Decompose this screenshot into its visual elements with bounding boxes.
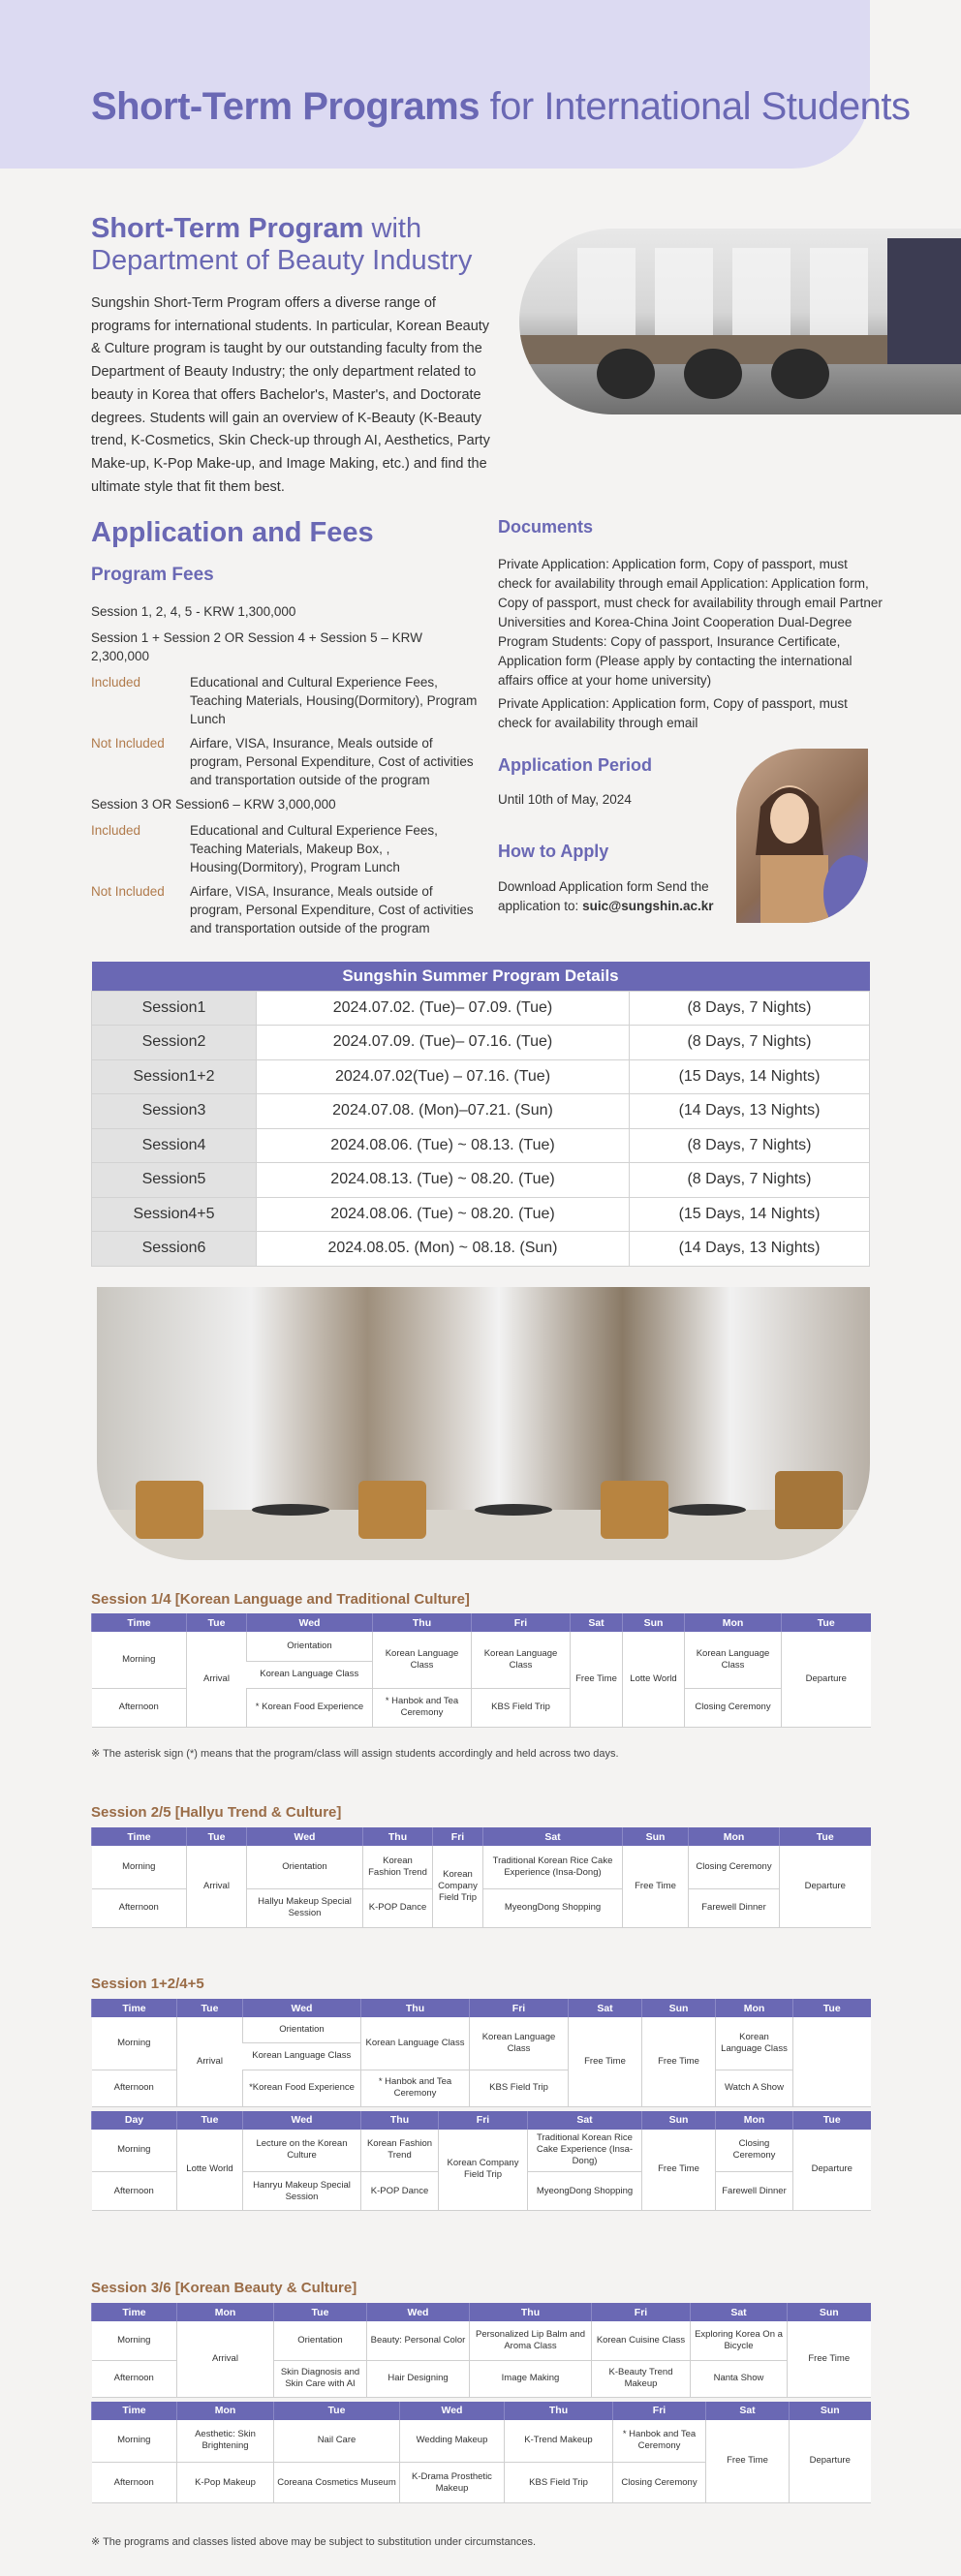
not-included-tag: Not Included [91, 884, 165, 899]
schedule-cell: Nail Care [274, 2420, 400, 2463]
session-cell: Session4 [92, 1128, 257, 1163]
salon-photo [519, 229, 961, 414]
duration-cell: (8 Days, 7 Nights) [630, 991, 870, 1026]
schedule-cell: K-POP Dance [363, 1888, 433, 1927]
column-header: Thu [470, 2303, 592, 2321]
apply-email-link[interactable]: suic@sungshin.ac.kr [582, 899, 714, 913]
schedule-cell: Korean Language Class [247, 1661, 373, 1688]
column-header: Time [92, 2303, 177, 2321]
duration-cell: (15 Days, 14 Nights) [630, 1197, 870, 1232]
column-header: Wed [243, 2111, 361, 2130]
table-row [92, 1632, 871, 1661]
not-included-row [91, 734, 479, 789]
apply-instruction: Download Application form Send the application to: [498, 879, 709, 913]
time-cell: Morning [92, 1846, 187, 1888]
column-header: Wed [243, 1999, 361, 2017]
session-36-table [91, 2303, 870, 2503]
session-25-heading: Session 2/5 [Hallyu Trend & Culture] [91, 1804, 342, 1821]
table-row [92, 1128, 870, 1163]
schedule-cell: Lecture on the Korean Culture [243, 2130, 361, 2172]
schedule-cell: KBS Field Trip [472, 1688, 571, 1727]
dates-cell: 2024.08.13. (Tue) ~ 08.20. (Tue) [257, 1163, 630, 1198]
column-header: Tue [177, 1999, 243, 2017]
schedule-cell: Arrival [187, 1632, 247, 1727]
duration-cell: (8 Days, 7 Nights) [630, 1163, 870, 1198]
hero-banner [0, 0, 870, 169]
table-row [92, 1163, 870, 1198]
session-cell: Session1+2 [92, 1059, 257, 1094]
table-row [92, 1846, 871, 1888]
schedule-cell: Beauty: Personal Color [367, 2321, 470, 2360]
column-header: Tue [782, 1613, 871, 1632]
column-header: Time [92, 1613, 187, 1632]
session-14-heading: Session 1/4 [Korean Language and Traditional Culture] [91, 1591, 470, 1608]
substitution-note: ※ The programs and classes listed above may be subject to substitution under circumstances. [91, 2536, 537, 2548]
column-header: Time [92, 2402, 177, 2420]
not-included-tag: Not Included [91, 736, 165, 751]
schedule-cell: K-Drama Prosthetic Makeup [400, 2463, 505, 2503]
schedule-cell: Korean Company Field Trip [439, 2130, 528, 2211]
schedule-cell: Korean Language Class [361, 2017, 470, 2070]
time-cell: Morning [92, 1632, 187, 1688]
column-header: Day [92, 2111, 177, 2130]
intro-paragraph: Sungshin Short-Term Program offers a diverse range of programs for international students. In particular, Korean Beauty & Culture program is taught by our outstanding faculty from the Department of Beauty Industry; the only department related to beauty in Korea that offers Bachelor's, Master's, and Doctorate degrees. Students will gain an overview of K-Beauty (K-Beauty trend, K-Cosmetics, Skin Check-up through AI, Aesthetics, Party Make-up, K-Pop Make-up, and Image Making, etc.) and find the ultimate style that fit them best. [91, 295, 490, 495]
schedule-cell: Departure [793, 2130, 871, 2211]
session-cell: Session5 [92, 1163, 257, 1198]
schedule-cell: Korean Language Class [470, 2017, 569, 2070]
makeup-illustration [736, 749, 868, 923]
schedule-cell: Free Time [569, 2017, 642, 2106]
column-header: Sun [623, 1827, 689, 1846]
schedule-cell: Korean Company Field Trip [433, 1846, 483, 1927]
time-cell: Afternoon [92, 1688, 187, 1727]
time-cell: Morning [92, 2017, 177, 2070]
intro-heading-bold: Short-Term Program [91, 213, 364, 244]
column-header: Thu [373, 1613, 472, 1632]
column-header: Wed [367, 2303, 470, 2321]
documents-text [498, 555, 884, 737]
column-header: Time [92, 1827, 187, 1846]
makeup-photo [736, 749, 868, 923]
schedule-cell: Orientation [243, 2017, 361, 2042]
intro-heading-rest: with Department of Beauty Industry [91, 213, 473, 276]
schedule-cell: Free Time [642, 2017, 716, 2106]
time-cell: Afternoon [92, 2463, 177, 2503]
schedule-cell: Orientation [274, 2321, 367, 2360]
table-row [92, 2321, 871, 2360]
included-text: Educational and Cultural Experience Fees, Teaching Materials, Makeup Box, , Housing(Dormitory), Program Lunch [190, 823, 438, 874]
schedule-cell: MyeongDong Shopping [483, 1888, 623, 1927]
dates-cell: 2024.07.09. (Tue)– 07.16. (Tue) [257, 1026, 630, 1060]
schedule-cell: Korean Language Class [243, 2042, 361, 2070]
time-cell: Afternoon [92, 2360, 177, 2397]
schedule-cell: K-Beauty Trend Makeup [592, 2360, 691, 2397]
schedule-cell: * Korean Food Experience [247, 1688, 373, 1727]
schedule-cell: * Hanbok and Tea Ceremony [373, 1688, 472, 1727]
column-header: Mon [716, 1999, 793, 2017]
schedule-cell: Closing Ceremony [613, 2463, 706, 2503]
schedule-cell: Korean Fashion Trend [363, 1846, 433, 1888]
table-header-row [92, 1827, 871, 1846]
column-header: Fri [439, 2111, 528, 2130]
column-header: Time [92, 1999, 177, 2017]
session-cell: Session6 [92, 1232, 257, 1267]
schedule-cell: Arrival [187, 1846, 247, 1927]
column-header: Sat [691, 2303, 788, 2321]
column-header: Sat [571, 1613, 623, 1632]
column-header: Sun [790, 2402, 871, 2420]
column-header: Thu [505, 2402, 613, 2420]
schedule-cell: Exploring Korea On a Bicycle [691, 2321, 788, 2360]
schedule-cell: Free Time [788, 2321, 871, 2397]
schedule-cell: K-POP Dance [361, 2172, 439, 2211]
column-header: Sun [642, 1999, 716, 2017]
page-title-rest: for International Students [479, 85, 911, 128]
program-fees-heading: Program Fees [91, 565, 214, 585]
schedule-cell: Korean Language Class [472, 1632, 571, 1688]
dates-cell: 2024.08.06. (Tue) ~ 08.20. (Tue) [257, 1197, 630, 1232]
duration-cell: (14 Days, 13 Nights) [630, 1232, 870, 1267]
table-header-row [92, 2303, 871, 2321]
schedule-cell: Coreana Cosmetics Museum [274, 2463, 400, 2503]
table-row [92, 2420, 871, 2463]
duration-cell: (14 Days, 13 Nights) [630, 1094, 870, 1129]
schedule-cell: Korean Fashion Trend [361, 2130, 439, 2172]
schedule-cell: Arrival [177, 2321, 274, 2397]
schedule-cell: Free Time [642, 2130, 716, 2211]
table-row [92, 1232, 870, 1267]
schedule-cell: Hanryu Makeup Special Session [243, 2172, 361, 2211]
table-row [92, 1197, 870, 1232]
schedule-cell: Departure [782, 1632, 871, 1727]
session-cell: Session4+5 [92, 1197, 257, 1232]
schedule-cell: Hair Designing [367, 2360, 470, 2397]
schedule-cell: Orientation [247, 1632, 373, 1661]
schedule-cell: Image Making [470, 2360, 592, 2397]
schedule-cell: KBS Field Trip [505, 2463, 613, 2503]
summer-program-title: Sungshin Summer Program Details [92, 962, 870, 991]
column-header: Fri [472, 1613, 571, 1632]
column-header: Tue [187, 1827, 247, 1846]
included-tag: Included [91, 675, 141, 690]
dates-cell: 2024.08.06. (Tue) ~ 08.13. (Tue) [257, 1128, 630, 1163]
schedule-cell: Departure [780, 1846, 871, 1927]
fee-line: Session 1 + Session 2 OR Session 4 + Session 5 – KRW 2,300,000 [91, 630, 422, 663]
summer-program-table [91, 962, 870, 1267]
table-row [92, 2130, 871, 2172]
table-header-row [92, 1999, 871, 2017]
duration-cell: (8 Days, 7 Nights) [630, 1128, 870, 1163]
schedule-cell: Korean Language Class [373, 1632, 472, 1688]
schedule-cell: Nanta Show [691, 2360, 788, 2397]
schedule-cell: Traditional Korean Rice Cake Experience (Insa-Dong) [528, 2130, 642, 2172]
column-header: Tue [793, 1999, 871, 2017]
column-header: Tue [274, 2402, 400, 2420]
session-cell: Session3 [92, 1094, 257, 1129]
schedule-cell: MyeongDong Shopping [528, 2172, 642, 2211]
session-1245-table [91, 1999, 870, 2211]
schedule-cell: Korean Language Class [716, 2017, 793, 2070]
column-header: Fri [433, 1827, 483, 1846]
column-header: Sat [528, 2111, 642, 2130]
schedule-cell: Farewell Dinner [689, 1888, 780, 1927]
column-header: Wed [400, 2402, 505, 2420]
session-cell: Session1 [92, 991, 257, 1026]
fee-line: Session 1, 2, 4, 5 - KRW 1,300,000 [91, 604, 296, 619]
table-header-row [92, 1613, 871, 1632]
column-header: Mon [177, 2303, 274, 2321]
fee-line: Session 3 OR Session6 – KRW 3,000,000 [91, 797, 336, 812]
time-cell: Afternoon [92, 2070, 177, 2106]
schedule-cell: Free Time [623, 1846, 689, 1927]
dates-cell: 2024.08.05. (Mon) ~ 08.18. (Sun) [257, 1232, 630, 1267]
lounge-photo [97, 1287, 870, 1560]
column-header: Mon [716, 2111, 793, 2130]
session-1245-heading: Session 1+2/4+5 [91, 1976, 204, 1992]
schedule-cell: Lotte World [177, 2130, 243, 2211]
session-14-table [91, 1613, 870, 1728]
column-header: Sat [706, 2402, 790, 2420]
schedule-cell: Korean Language Class [685, 1632, 782, 1688]
table-header-row [92, 2402, 871, 2420]
column-header: Fri [592, 2303, 691, 2321]
session-cell: Session2 [92, 1026, 257, 1060]
schedule-cell: K-Trend Makeup [505, 2420, 613, 2463]
application-heading: Application and Fees [91, 517, 374, 548]
schedule-cell: Aesthetic: Skin Brightening [177, 2420, 274, 2463]
not-included-text: Airfare, VISA, Insurance, Meals outside of program, Personal Expenditure, Cost of activities and transportation outside of the program [190, 736, 474, 787]
schedule-cell: Hallyu Makeup Special Session [247, 1888, 363, 1927]
apply-heading: How to Apply [498, 842, 609, 861]
schedule-cell: KBS Field Trip [470, 2070, 569, 2106]
schedule-cell: K-Pop Makeup [177, 2463, 274, 2503]
column-header: Thu [361, 1999, 470, 2017]
schedule-cell: Korean Cuisine Class [592, 2321, 691, 2360]
session-36-heading: Session 3/6 [Korean Beauty & Culture] [91, 2280, 357, 2296]
column-header: Tue [187, 1613, 247, 1632]
schedule-cell: * Hanbok and Tea Ceremony [613, 2420, 706, 2463]
schedule-cell: Personalized Lip Balm and Aroma Class [470, 2321, 592, 2360]
table-row [92, 1059, 870, 1094]
included-text: Educational and Cultural Experience Fees, Teaching Materials, Housing(Dormitory), Program Lunch [190, 675, 478, 726]
column-header: Wed [247, 1827, 363, 1846]
schedule-cell: Arrival [177, 2017, 243, 2106]
dates-cell: 2024.07.02(Tue) – 07.16. (Tue) [257, 1059, 630, 1094]
intro-heading [91, 213, 498, 277]
column-header: Wed [247, 1613, 373, 1632]
salon-illustration [519, 229, 961, 414]
column-header: Thu [361, 2111, 439, 2130]
schedule-cell: Orientation [247, 1846, 363, 1888]
not-included-row [91, 882, 479, 937]
apply-text [498, 877, 740, 916]
column-header: Fri [613, 2402, 706, 2420]
duration-cell: (15 Days, 14 Nights) [630, 1059, 870, 1094]
asterisk-note: ※ The asterisk sign (*) means that the program/class will assign students accordingly and held across two days. [91, 1748, 619, 1760]
not-included-text: Airfare, VISA, Insurance, Meals outside of program, Personal Expenditure, Cost of activities and transportation outside of the program [190, 884, 474, 935]
schedule-cell: *Korean Food Experience [243, 2070, 361, 2106]
lounge-illustration [97, 1287, 870, 1560]
schedule-cell: Closing Ceremony [716, 2130, 793, 2172]
dates-cell: 2024.07.02. (Tue)– 07.09. (Tue) [257, 991, 630, 1026]
column-header: Thu [363, 1827, 433, 1846]
table-row [92, 1094, 870, 1129]
table-row [92, 2017, 871, 2042]
page-title [91, 85, 911, 129]
documents-paragraph: Private Application: Application form, Copy of passport, must check for availability through email [498, 696, 848, 730]
schedule-cell: * Hanbok and Tea Ceremony [361, 2070, 470, 2106]
included-tag: Included [91, 823, 141, 838]
included-row [91, 673, 479, 728]
time-cell: Morning [92, 2321, 177, 2360]
schedule-cell: Traditional Korean Rice Cake Experience (Insa-Dong) [483, 1846, 623, 1888]
period-heading: Application Period [498, 755, 653, 775]
schedule-cell: Closing Ceremony [685, 1688, 782, 1727]
schedule-cell: Free Time [706, 2420, 790, 2503]
schedule-cell: Free Time [571, 1632, 623, 1727]
included-row [91, 821, 479, 876]
schedule-cell: Closing Ceremony [689, 1846, 780, 1888]
column-header: Tue [274, 2303, 367, 2321]
table-header-row [92, 2111, 871, 2130]
schedule-cell: Lotte World [623, 1632, 685, 1727]
period-text: Until 10th of May, 2024 [498, 792, 632, 807]
page-title-bold: Short-Term Programs [91, 85, 480, 128]
column-header: Sun [623, 1613, 685, 1632]
column-header: Sat [569, 1999, 642, 2017]
column-header: Tue [793, 2111, 871, 2130]
time-cell: Morning [92, 2130, 177, 2172]
documents-heading: Documents [498, 517, 594, 537]
documents-paragraph: Private Application: Application form, Copy of passport, must check for availability through email Application: Application form, Copy of passport, must check for availability through email Partner Universities and Korea-China Joint Cooperation Dual-Degree Program Students: Copy of passport, Insurance Certificate, Application form (Please apply by contacting the international affairs office at your home university) [498, 557, 883, 688]
fees-list [91, 602, 479, 943]
schedule-cell: Farewell Dinner [716, 2172, 793, 2211]
column-header: Mon [689, 1827, 780, 1846]
column-header: Mon [685, 1613, 782, 1632]
time-cell: Afternoon [92, 1888, 187, 1927]
column-header: Sun [788, 2303, 871, 2321]
column-header: Sun [642, 2111, 716, 2130]
column-header: Tue [177, 2111, 243, 2130]
schedule-cell: Wedding Makeup [400, 2420, 505, 2463]
session-25-table [91, 1827, 870, 1928]
schedule-cell: Watch A Show [716, 2070, 793, 2106]
schedule-cell [793, 2017, 871, 2106]
table-row [92, 991, 870, 1026]
column-header: Mon [177, 2402, 274, 2420]
table-row [92, 1026, 870, 1060]
duration-cell: (8 Days, 7 Nights) [630, 1026, 870, 1060]
column-header: Sat [483, 1827, 623, 1846]
schedule-cell: Skin Diagnosis and Skin Care with AI [274, 2360, 367, 2397]
time-cell: Afternoon [92, 2172, 177, 2211]
dates-cell: 2024.07.08. (Mon)–07.21. (Sun) [257, 1094, 630, 1129]
column-header: Fri [470, 1999, 569, 2017]
column-header: Tue [780, 1827, 871, 1846]
time-cell: Morning [92, 2420, 177, 2463]
schedule-cell: Departure [790, 2420, 871, 2503]
